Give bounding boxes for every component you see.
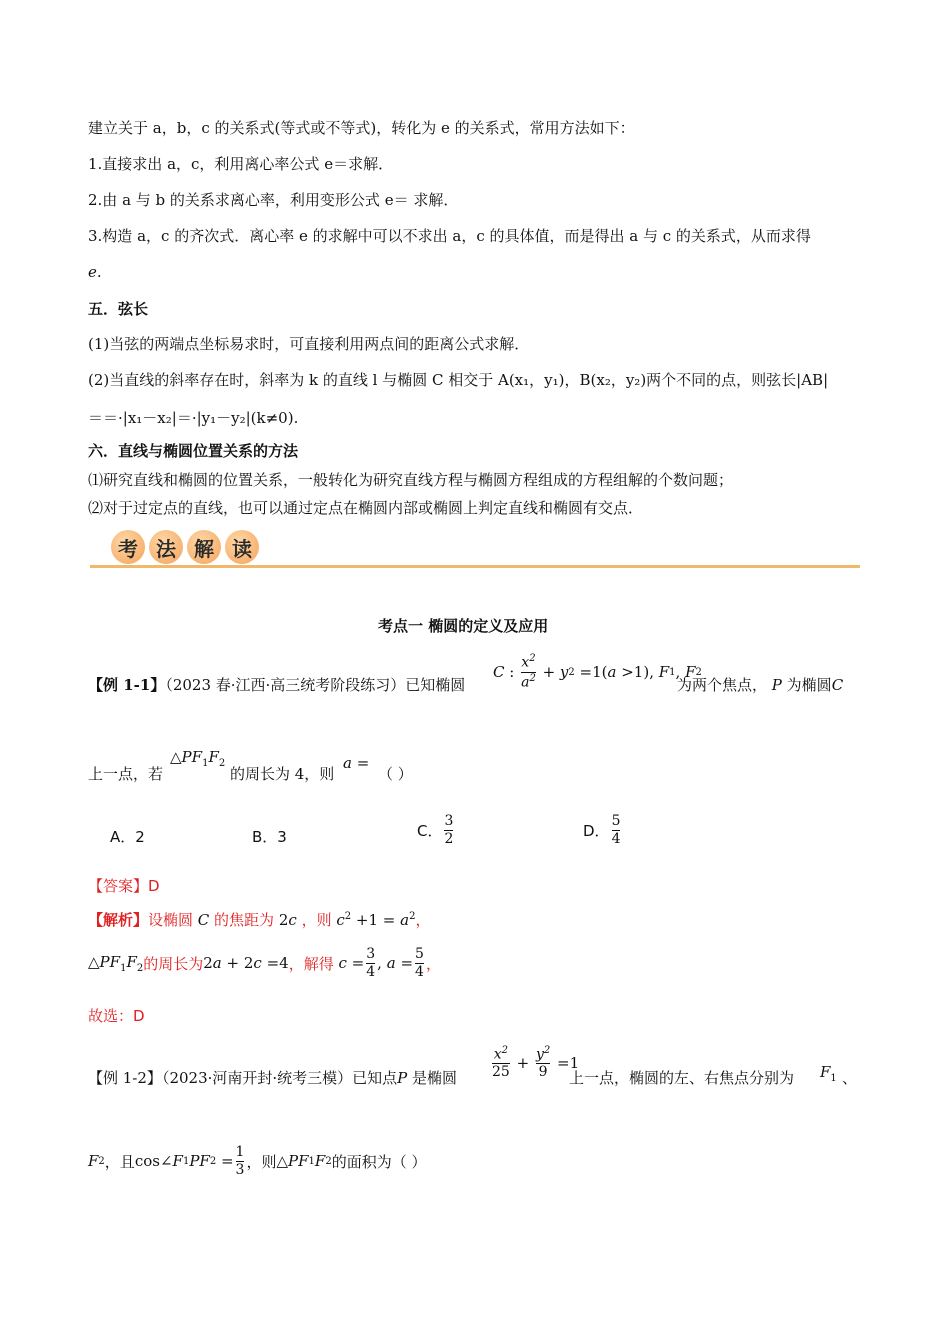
- ex1-line2-pre: 上一点，若: [88, 765, 164, 783]
- option-b[interactable]: B．3: [252, 828, 287, 846]
- ex2-mid: 是椭圆: [412, 1069, 458, 1087]
- option-d[interactable]: D． $\frac{5}{4}$: [583, 812, 621, 847]
- banner-char-2: 法: [149, 530, 183, 564]
- ex2-ellipse-equation: $\frac{x^2}{25}$ + $\frac{y^2}{9}$ =1: [492, 1044, 580, 1081]
- banner-char-1: 考: [111, 530, 145, 564]
- ex1-line2-end: （ ）: [378, 765, 413, 783]
- banner-divider: [90, 565, 860, 568]
- ex1-after-p: 为椭圆: [786, 676, 832, 694]
- ex1-triangle-formula: $\triangle PF_1F_2$: [170, 748, 226, 769]
- ex2-line1: [88, 1067, 457, 1088]
- section6-p1: ⑴研究直线和椭圆的位置关系，一般转化为研究直线方程与椭圆方程组成的方程组解的个数问题；: [88, 471, 734, 489]
- ex1-line1: [88, 674, 465, 695]
- ex1-analysis-line1: 【解析】 设椭圆 C 的焦距为 2c ，则 $c^2 +1 = a^2$ ，: [88, 910, 431, 929]
- ex1-ellipse-equation: C : $\frac{x^2}{a^2}$ + y 2 =1( a >1), F 1 , F 2: [493, 653, 702, 691]
- section5-p3: ＝＝·|x₁－x₂|＝·|y₁－y₂|(k≠0).: [88, 409, 299, 427]
- intro-item3b: e.: [88, 263, 102, 281]
- option-a[interactable]: A．2: [110, 828, 145, 846]
- ex2-source: （2023·河南开封·统考三模）已知点: [161, 1069, 398, 1087]
- ex1-choose: 故选：D: [88, 1007, 145, 1025]
- ex2-tag: 【例 1-2】: [88, 1069, 162, 1087]
- ex1-answer: 【答案】D: [88, 877, 160, 895]
- banner-char-4: 读: [225, 530, 259, 564]
- ex1-line2-mid-wrap: [230, 763, 334, 784]
- ex2-tail: 、: [842, 1069, 858, 1087]
- ex1-analysis-line2: $\triangle PF_1F_2$ 的周长为 2a + 2c =4 ，解得 c = $\frac{3}{4}$ , a = $\frac{5}{4}$ ，: [88, 945, 441, 980]
- intro-item3a: 3.构造 a，c 的齐次式．离心率 e 的求解中可以不求出 a，c 的具体值，而是得出 a 与 c 的关系式，从而求得: [88, 227, 811, 245]
- ex1-tag: 【例 1-1】: [88, 676, 166, 694]
- section6-p2: ⑵对于过定点的直线，也可以通过定点在椭圆内部或椭圆上判定直线和椭圆有交点．: [88, 499, 644, 517]
- intro-item2: 2.由 a 与 b 的关系求离心率，利用变形公式 e＝ 求解．: [88, 191, 459, 209]
- ex1-after-eq: 为两个焦点，: [677, 676, 768, 694]
- intro-line1: 建立关于 a，b，c 的关系式(等式或不等式)，转化为 e 的关系式，常用方法如下：: [88, 119, 635, 137]
- ex2-line1-tail: [569, 1067, 794, 1088]
- section5-p1: (1)当弦的两端点坐标易求时，可直接利用两点间的距离公式求解．: [88, 335, 530, 353]
- kaodian-title: 考点一 椭圆的定义及应用: [378, 617, 549, 635]
- ex2-f1: $F_1$: [820, 1063, 837, 1084]
- section6-title: 六．直线与椭圆位置关系的方法: [88, 442, 299, 460]
- ex2-after-eq: 上一点，椭圆的左、右焦点分别为: [569, 1069, 795, 1087]
- ex1-line2: [88, 763, 163, 784]
- ex1-ellipse-c: C: [831, 676, 844, 694]
- ex1-a-equals: a =: [343, 754, 370, 772]
- ex1-line1-tail: [677, 674, 843, 695]
- section5-p2: (2)当直线的斜率存在时，斜率为 k 的直线 l 与椭圆 C 相交于 A(x₁，y₁)，B(x₂，y₂)两个不同的点，则弦长|AB|: [88, 371, 829, 389]
- ex1-line2-mid: 的周长为 4，则: [230, 765, 335, 783]
- section5-title: 五．弦长: [88, 300, 149, 318]
- ex2-line2: F 2 ，且 cos∠ F 1 PF 2 = $\frac{1}{3}$ ，则 △ PF 1 F 2 的面积为（ ）: [88, 1143, 427, 1178]
- ex1-point-p: P: [771, 676, 782, 694]
- intro-item1: 1.直接求出 a，c，利用离心率公式 e＝求解．: [88, 155, 394, 173]
- ex2-point-p: P: [397, 1069, 408, 1087]
- ex1-source: （2023 春·江西·高三统考阶段练习）已知椭圆: [165, 676, 466, 694]
- banner-char-3: 解: [187, 530, 221, 564]
- option-c[interactable]: C． $\frac{3}{2}$: [417, 812, 454, 847]
